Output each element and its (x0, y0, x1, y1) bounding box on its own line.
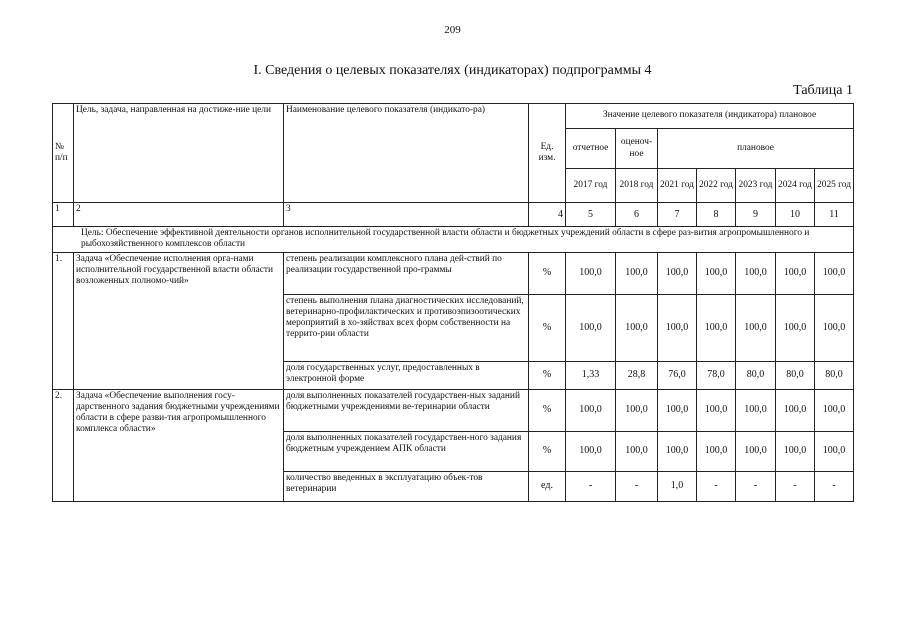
value-cell: - (736, 471, 776, 501)
value-cell: 100,0 (566, 431, 616, 471)
column-number: 1 (53, 203, 74, 227)
year-cell: 2022 год (697, 169, 736, 203)
header-goal: Цель, задача, направленная на достиже-ние цели (74, 104, 284, 203)
table-row (53, 252, 854, 294)
value-cell: 100,0 (736, 252, 776, 294)
table-label: Таблица 1 (793, 83, 853, 98)
header-value-group: Значение целевого показателя (индикатора) плановое (566, 104, 854, 129)
task-text: Задача «Обеспечение исполнения орга-нами исполнительной государственной власти области возложенных полномо-чий» (74, 252, 284, 389)
year-cell: 2023 год (736, 169, 776, 203)
value-cell: 100,0 (815, 252, 854, 294)
column-number: 9 (736, 203, 776, 227)
page-number: 209 (444, 24, 461, 36)
unit-cell: % (529, 361, 566, 389)
value-cell: 100,0 (697, 252, 736, 294)
column-number: 10 (776, 203, 815, 227)
indicator-name: доля государственных услуг, предоставленных в электронной форме (284, 361, 529, 389)
indicator-name: степень реализации комплексного плана дей-ствий по реализации государственной про-граммы (284, 252, 529, 294)
value-cell: - (776, 471, 815, 501)
value-cell: 100,0 (697, 389, 736, 431)
indicators-table (52, 103, 854, 502)
value-cell: - (566, 471, 616, 501)
column-number: 3 (284, 203, 529, 227)
year-cell: 2025 год (815, 169, 854, 203)
year-cell: 2024 год (776, 169, 815, 203)
unit-cell: % (529, 252, 566, 294)
indicator-name: количество введенных в эксплуатацию объек-тов ветеринарии (284, 471, 529, 501)
value-cell: 100,0 (815, 294, 854, 361)
value-cell: 100,0 (776, 389, 815, 431)
header-planned: плановое (658, 129, 854, 169)
header-number: № п/п (53, 104, 74, 203)
value-cell: 1,33 (566, 361, 616, 389)
value-cell: - (815, 471, 854, 501)
unit-cell: ед. (529, 471, 566, 501)
year-cell: 2021 год (658, 169, 697, 203)
value-cell: 100,0 (616, 294, 658, 361)
year-cell: 2017 год (566, 169, 616, 203)
column-number: 11 (815, 203, 854, 227)
value-cell: 80,0 (776, 361, 815, 389)
column-numbers-row (53, 203, 854, 227)
value-cell: 80,0 (815, 361, 854, 389)
unit-cell: % (529, 431, 566, 471)
goal-text: Цель: Обеспечение эффективной деятельности органов исполнительной государственной власти области и бюджетных учреждений области в сфере раз-вития агропромышленного и рыбохозяйственного комплексов области (53, 227, 854, 253)
task-text: Задача «Обеспечение выполнения госу-дарственного задания бюджетными учреждениями области в сфере разви-тия агропромышленного комплекса области» (74, 389, 284, 501)
year-cell: 2018 год (616, 169, 658, 203)
header-row-1 (53, 104, 854, 129)
value-cell: 100,0 (736, 431, 776, 471)
indicator-name: доля выполненных показателей государствен-ного задания бюджетным учреждением АПК области (284, 431, 529, 471)
column-number: 6 (616, 203, 658, 227)
value-cell: 100,0 (776, 252, 815, 294)
value-cell: 100,0 (658, 252, 697, 294)
value-cell: - (616, 471, 658, 501)
task-number: 2. (53, 389, 74, 501)
value-cell: 100,0 (566, 252, 616, 294)
goal-row (53, 227, 854, 253)
column-number: 4 (529, 203, 566, 227)
value-cell: 1,0 (658, 471, 697, 501)
indicator-name: степень выполнения плана диагностических исследований, ветеринарно-профилактических и противоэпизоотических мероприятий в хо-зяйствах всех форм собственности на террито-рии области (284, 294, 529, 361)
value-cell: 100,0 (815, 389, 854, 431)
value-cell: 100,0 (815, 431, 854, 471)
header-indicator: Наименование целевого показателя (индикато-ра) (284, 104, 529, 203)
column-number: 8 (697, 203, 736, 227)
value-cell: 28,8 (616, 361, 658, 389)
value-cell: 100,0 (566, 294, 616, 361)
header-unit: Ед. изм. (529, 104, 566, 203)
value-cell: 80,0 (736, 361, 776, 389)
column-number: 7 (658, 203, 697, 227)
value-cell: 100,0 (658, 294, 697, 361)
value-cell: 100,0 (776, 294, 815, 361)
page-title: I. Сведения о целевых показателях (индикаторах) подпрограммы 4 (253, 63, 652, 78)
value-cell: 100,0 (658, 389, 697, 431)
value-cell: 100,0 (566, 389, 616, 431)
value-cell: 100,0 (616, 252, 658, 294)
value-cell: 76,0 (658, 361, 697, 389)
value-cell: 100,0 (616, 389, 658, 431)
value-cell: 100,0 (736, 389, 776, 431)
value-cell: 100,0 (697, 431, 736, 471)
value-cell: 78,0 (697, 361, 736, 389)
value-cell: 100,0 (616, 431, 658, 471)
value-cell: 100,0 (697, 294, 736, 361)
unit-cell: % (529, 294, 566, 361)
header-reported: отчетное (566, 129, 616, 169)
value-cell: 100,0 (776, 431, 815, 471)
column-number: 2 (74, 203, 284, 227)
column-number: 5 (566, 203, 616, 227)
unit-cell: % (529, 389, 566, 431)
value-cell: - (697, 471, 736, 501)
table-row (53, 389, 854, 431)
value-cell: 100,0 (736, 294, 776, 361)
value-cell: 100,0 (658, 431, 697, 471)
task-number: 1. (53, 252, 74, 389)
indicator-name: доля выполненных показателей государствен-ных заданий бюджетными учреждениями ве-теринарии области (284, 389, 529, 431)
header-estimated: оценоч-ное (616, 129, 658, 169)
